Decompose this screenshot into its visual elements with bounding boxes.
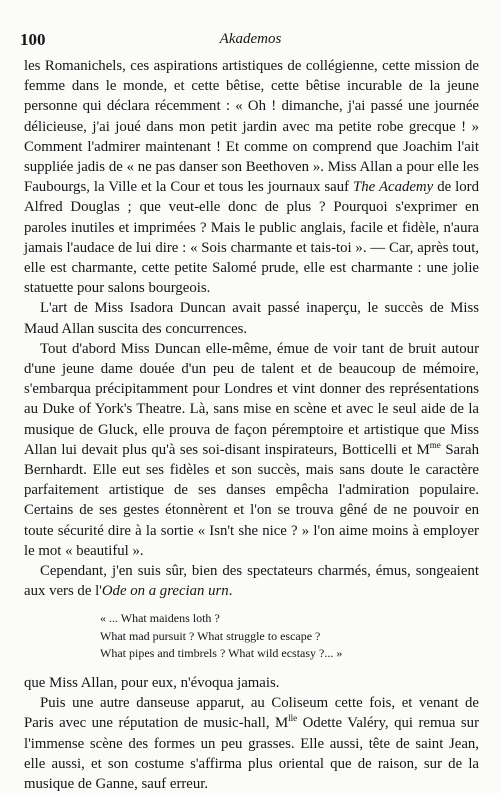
text-segment: Odette Valéry, qui remua sur l'immense scène des formes un peu grasses. Elle aussi, tête de saint Jean, elle aussi, et son costume s'affirma plus oriental que de raison, sur de la musique de Ganne, sauf erreur. <box>24 715 479 792</box>
paragraphs-after-verse <box>24 673 479 794</box>
paragraph-p5 <box>24 673 479 693</box>
paragraph-p2 <box>24 298 479 338</box>
italic-title: The Academy <box>353 179 434 196</box>
text-segment: les Romanichels, ces aspirations artistiques de collégienne, cette mission de femme dans le monde, et cette bêtise, cette bêtise incurable de la jeune personne qui déclara récemment : « Oh ! dimanche, j'ai passé une journée délicieuse, j'ai joué dans mon petit jardin avec ma petite robe grecque ! » Comment l'admirer maintenant ! Et comme on comprend que Joachim l'ait suppliée jadis de « ne pas danser son Beethoven ». Miss Allan a pour elle les Faubourgs, la Ville et la Cour et tous les journaux sauf <box>24 58 479 196</box>
verse-quotation <box>100 610 479 663</box>
text-segment: de lord Alfred Douglas ; que veut-elle donc de plus ? Pourquoi s'exprimer en paroles inutiles et imprimées ? Mais le public anglais, facile et fidèle, n'aura jamais l'audace de lui dire : « Sois charmante et tais-toi ». — Car, après tout, elle est charmante, cette petite Salomé prude, elle est charmante : une jolie statuette pour salons bourgeois. <box>24 179 479 297</box>
paragraph-p4 <box>24 561 479 601</box>
text-segment: Tout d'abord Miss Duncan elle-même, émue de voir tant de bruit autour d'une jeune dame douée d'un peu de talent et de beaucoup de mémoire, s'embarqua précipitamment pour Londres et vint donner des représentations au Duke of York's Theatre. Là, sans mise en scène et avec le seul aide de la musique de Gluck, elle prouva de façon péremptoire et artistique que Miss Allan lui devait plus qu'à ses soi-disant inspirateurs, Botticelli et M <box>24 340 479 458</box>
text-segment: Cependant, j'en suis sûr, bien des spectateurs charmés, émus, songeaient aux vers de l' <box>24 563 479 600</box>
verse-line: « ... What maidens loth ? <box>100 611 220 626</box>
running-title: Akademos <box>219 31 282 47</box>
paragraph-p1 <box>24 56 479 298</box>
paragraphs-before-verse <box>24 56 479 601</box>
page-number: 100 <box>20 30 46 49</box>
paragraph-p6 <box>24 693 479 794</box>
text-segment: que Miss Allan, pour eux, n'évoqua jamais. <box>24 674 280 691</box>
page-body <box>24 56 479 794</box>
italic-title: Ode on a grecian urn <box>101 583 229 600</box>
text-segment: Sarah Bernhardt. Elle eut ses fidèles et son succès, mais sans doute le caractère parfaitement artistique de ses danses empêcha l'admiration populaire. Certains de ses gestes étonnèrent et l'on se trouva gêné de ne pouvoir en toute sécurité dire à la sortie « Isn't she nice ? » l'on aime moins à employer le mot « beautiful ». <box>24 441 480 559</box>
superscript: lle <box>288 713 298 724</box>
paragraph-p3 <box>24 339 479 561</box>
page-header <box>20 30 481 50</box>
text-segment: . <box>228 583 233 600</box>
text-segment: L'art de Miss Isadora Duncan avait passé inaperçu, le succès de Miss Maud Allan suscita des concurrences. <box>24 300 479 337</box>
verse-line: What mad pursuit ? What struggle to escape ? <box>100 628 321 643</box>
superscript: me <box>429 439 441 450</box>
verse-line: What pipes and timbrels ? What wild ecstasy ?... » <box>100 646 343 661</box>
text-segment: Puis une autre danseuse apparut, au Coliseum cette fois, et venant de Paris avec une réputation de music-hall, M <box>24 695 479 732</box>
